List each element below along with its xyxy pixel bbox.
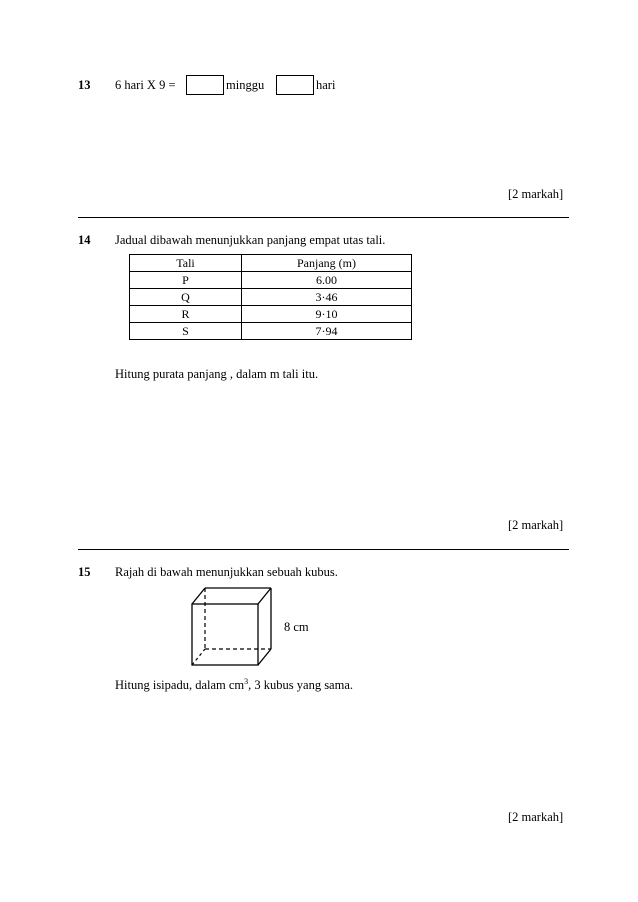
column-header-length: Panjang (m) bbox=[242, 255, 412, 272]
cube-hidden-edge bbox=[192, 649, 205, 665]
table-cell: 7·94 bbox=[242, 323, 412, 340]
table-cell: Q bbox=[130, 289, 242, 306]
question-number: 13 bbox=[78, 78, 91, 92]
cube-edge bbox=[258, 649, 271, 665]
table-cell: P bbox=[130, 272, 242, 289]
cube-dimension-label: 8 cm bbox=[284, 620, 309, 634]
question-text: Hitung purata panjang , dalam m tali itu. bbox=[115, 367, 319, 381]
table-cell: 9·10 bbox=[242, 306, 412, 323]
answer-box-days[interactable] bbox=[276, 75, 314, 95]
cube-front-face bbox=[192, 604, 258, 665]
question-intro: Rajah di bawah menunjukkan sebuah kubus. bbox=[115, 565, 338, 579]
table-cell: 6.00 bbox=[242, 272, 412, 289]
table-cell: R bbox=[130, 306, 242, 323]
marks-label: [2 markah] bbox=[508, 810, 564, 824]
table-cell: 3·46 bbox=[242, 289, 412, 306]
table-row bbox=[130, 323, 412, 340]
cube-edge bbox=[192, 588, 205, 604]
cube-diagram bbox=[186, 583, 282, 669]
unit-days: hari bbox=[316, 78, 336, 92]
table-row bbox=[130, 272, 412, 289]
table-row bbox=[130, 289, 412, 306]
table-cell: S bbox=[130, 323, 242, 340]
marks-label: [2 markah] bbox=[508, 187, 564, 201]
question-text-start: Hitung isipadu, dalam cm bbox=[115, 678, 245, 692]
section-divider bbox=[78, 549, 569, 550]
marks-label: [2 markah] bbox=[508, 518, 564, 532]
length-table bbox=[129, 254, 412, 340]
question-number: 15 bbox=[78, 565, 91, 579]
cube-edge bbox=[258, 588, 271, 604]
unit-weeks: minggu bbox=[226, 78, 265, 92]
section-divider bbox=[78, 217, 569, 218]
question-text bbox=[115, 678, 353, 693]
question-number: 14 bbox=[78, 233, 91, 247]
answer-box-weeks[interactable] bbox=[186, 75, 224, 95]
table-row bbox=[130, 306, 412, 323]
question-expression: 6 hari X 9 = bbox=[115, 78, 176, 92]
column-header-rope: Tali bbox=[130, 255, 242, 272]
question-text-end: , 3 kubus yang sama. bbox=[248, 678, 354, 692]
unit-exponent: 3 bbox=[244, 677, 249, 686]
table-header-row bbox=[130, 255, 412, 272]
question-intro: Jadual dibawah menunjukkan panjang empat utas tali. bbox=[115, 233, 386, 247]
